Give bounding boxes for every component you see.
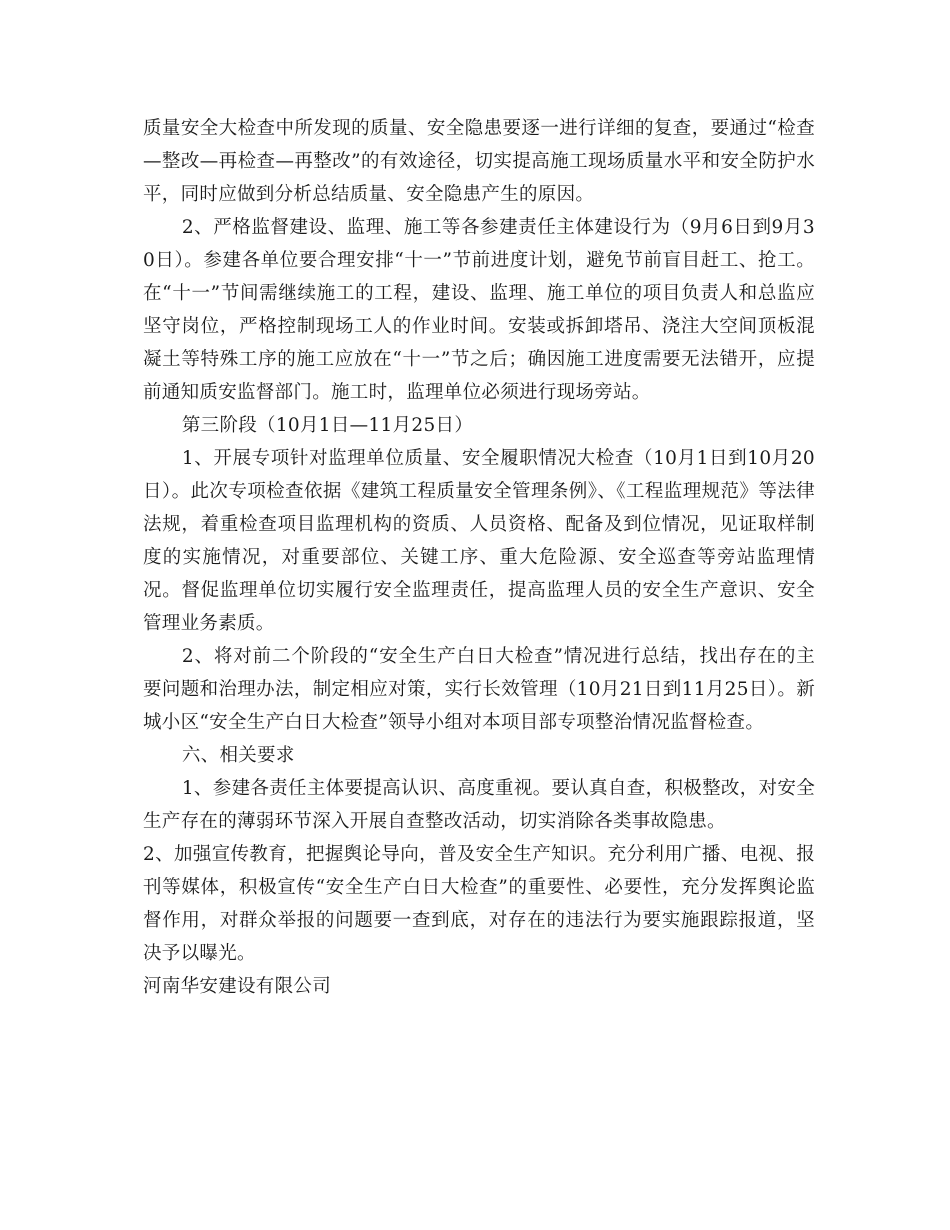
company-signature: 河南华安建设有限公司 xyxy=(143,976,332,997)
paragraph-stage-summary: 2、将对前二个阶段的“安全生产白日大检查”情况进行总结，找出存在的主要问题和治理办法，制定相应对策，实行长效管理（10月21日到11月25日）。新城小区“安全生产白日大检查”领导小组对本项目部专项整治情况监督检查。 xyxy=(143,646,815,733)
paragraph-requirement-one: 1、参建各责任主体要提高认识、高度重视。要认真自查，积极整改，对安全生产存在的薄弱环节深入开展自查整改活动，切实消除各类事故隐患。 xyxy=(143,778,815,832)
document-body xyxy=(143,112,815,1003)
heading-stage-three: 第三阶段（10月1日—11月25日） xyxy=(181,415,474,436)
heading-related-requirements: 六、相关要求 xyxy=(181,745,295,766)
paragraph-requirement-two: 2、加强宣传教育，把握舆论导向，普及安全生产知识。充分利用广播、电视、报刊等媒体，积极宣传“安全生产白日大检查”的重要性、必要性，充分发挥舆论监督作用，对群众举报的问题要一查到底，对存在的违法行为要实施跟踪报道，坚决予以曝光。 xyxy=(143,844,815,964)
paragraph-supervision-inspection: 1、开展专项针对监理单位质量、安全履职情况大检查（10月1日到10月20日）。此次专项检查依据《建筑工程质量安全管理条例》、《工程监理规范》等法律法规，着重检查项目监理机构的资质、人员资格、配备及到位情况，见证取样制度的实施情况，对重要部位、关键工序、重大危险源、安全巡查等旁站监理情况。督促监理单位切实履行安全监理责任，提高监理人员的安全生产意识、安全管理业务素质。 xyxy=(143,448,815,634)
paragraph-supervise-construction: 2、严格监督建设、监理、施工等各参建责任主体建设行为（9月6日到9月30日）。参建各单位要合理安排“十一”节前进度计划，避免节前盲目赶工、抢工。在“十一”节间需继续施工的工程，建设、监理、施工单位的项目负责人和总监应坚守岗位，严格控制现场工人的作业时间。安装或拆卸塔吊、浇注大空间顶板混凝土等特殊工序的施工应放在“十一”节之后；确因施工进度需要无法错开，应提前通知质安监督部门。施工时，监理单位必须进行现场旁站。 xyxy=(143,217,815,403)
paragraph-inspection-review: 质量安全大检查中所发现的质量、安全隐患要逐一进行详细的复查，要通过“检查—整改—再检查—再整改”的有效途径，切实提高施工现场质量水平和安全防护水平，同时应做到分析总结质量、安全隐患产生的原因。 xyxy=(143,118,815,205)
